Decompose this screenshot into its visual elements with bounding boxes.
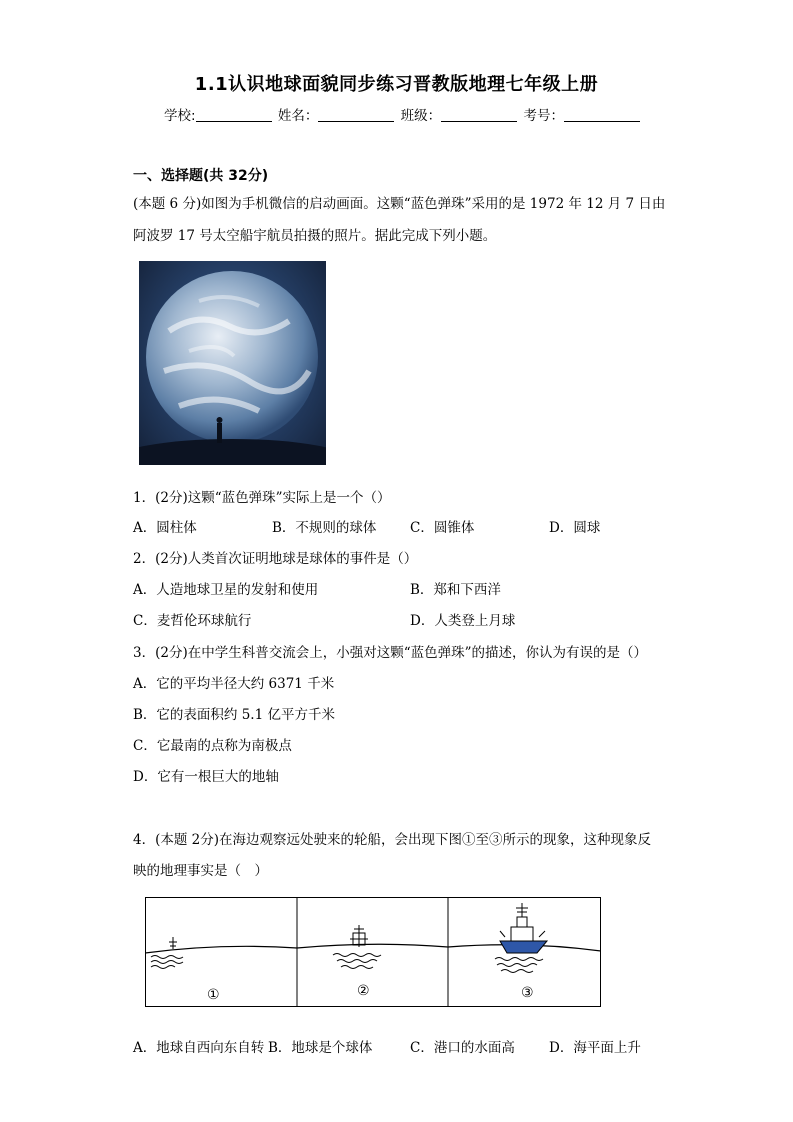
name-blank xyxy=(318,109,394,122)
id-blank xyxy=(564,109,640,122)
section-heading: 一、选择题(共 32分) xyxy=(133,168,269,184)
question-1-stem: 1．(2分)这颗“蓝色弹珠”实际上是一个（） xyxy=(133,490,391,506)
figure-label-3: ③ xyxy=(521,985,534,1001)
q2-option-a[interactable]: A．人造地球卫星的发射和使用 xyxy=(133,582,319,598)
page-title: 1.1认识地球面貌同步练习晋教版地理七年级上册 xyxy=(194,74,599,95)
q2-option-b[interactable]: B．郑和下西洋 xyxy=(410,582,501,598)
figure-label-1: ① xyxy=(207,987,220,1003)
q3-option-c[interactable]: C．它最南的点称为南极点 xyxy=(133,738,292,754)
ship-horizon-figure xyxy=(145,897,601,1011)
q1-option-b[interactable]: B．不规则的球体 xyxy=(272,520,377,536)
question-4-stem-line-1: 4．(本题 2分)在海边观察远处驶来的轮船，会出现下图①至③所示的现象，这种现象反 xyxy=(133,832,652,848)
question-2-stem: 2．(2分)人类首次证明地球是球体的事件是（） xyxy=(133,551,418,567)
name-label: 姓名： xyxy=(277,108,319,124)
q4-option-b[interactable]: B．地球是个球体 xyxy=(268,1040,373,1056)
figure-label-2: ② xyxy=(357,983,370,999)
q2-option-d[interactable]: D．人类登上月球 xyxy=(410,613,516,629)
question-3-stem: 3．(2分)在中学生科普交流会上，小强对这颗“蓝色弹珠”的描述，你认为有误的是（） xyxy=(133,645,648,661)
earth-photo xyxy=(139,261,326,465)
earth-illustration-icon xyxy=(139,261,326,465)
q4-option-d[interactable]: D．海平面上升 xyxy=(549,1040,641,1056)
q1-option-c[interactable]: C．圆锥体 xyxy=(410,520,475,536)
id-label: 考号： xyxy=(523,108,564,124)
q4-option-c[interactable]: C．港口的水面高 xyxy=(410,1040,515,1056)
student-info-line xyxy=(164,104,642,124)
class-label: 班级： xyxy=(400,108,442,124)
intro-line-1: (本题 6 分)如图为手机微信的启动画面。这颗“蓝色弹珠”采用的是 1972 年 12 月 7 日由 xyxy=(133,196,666,212)
q1-option-a[interactable]: A．圆柱体 xyxy=(133,520,197,536)
school-label: 学校: xyxy=(164,108,196,124)
q3-option-b[interactable]: B．它的表面积约 5.1 亿平方千米 xyxy=(133,707,335,723)
class-blank xyxy=(441,109,517,122)
q3-option-a[interactable]: A．它的平均半径大约 6371 千米 xyxy=(133,676,335,692)
q3-option-d[interactable]: D．它有一根巨大的地轴 xyxy=(133,769,279,785)
question-4-stem-line-2: 映的地理事实是（ ） xyxy=(133,863,268,879)
intro-line-2: 阿波罗 17 号太空船宇航员拍摄的照片。据此完成下列小题。 xyxy=(133,228,497,244)
q2-option-c[interactable]: C．麦哲伦环球航行 xyxy=(133,613,252,629)
school-blank xyxy=(196,109,272,122)
q4-option-a[interactable]: A．地球自西向东自转 xyxy=(133,1040,265,1056)
q1-option-d[interactable]: D．圆球 xyxy=(549,520,601,536)
